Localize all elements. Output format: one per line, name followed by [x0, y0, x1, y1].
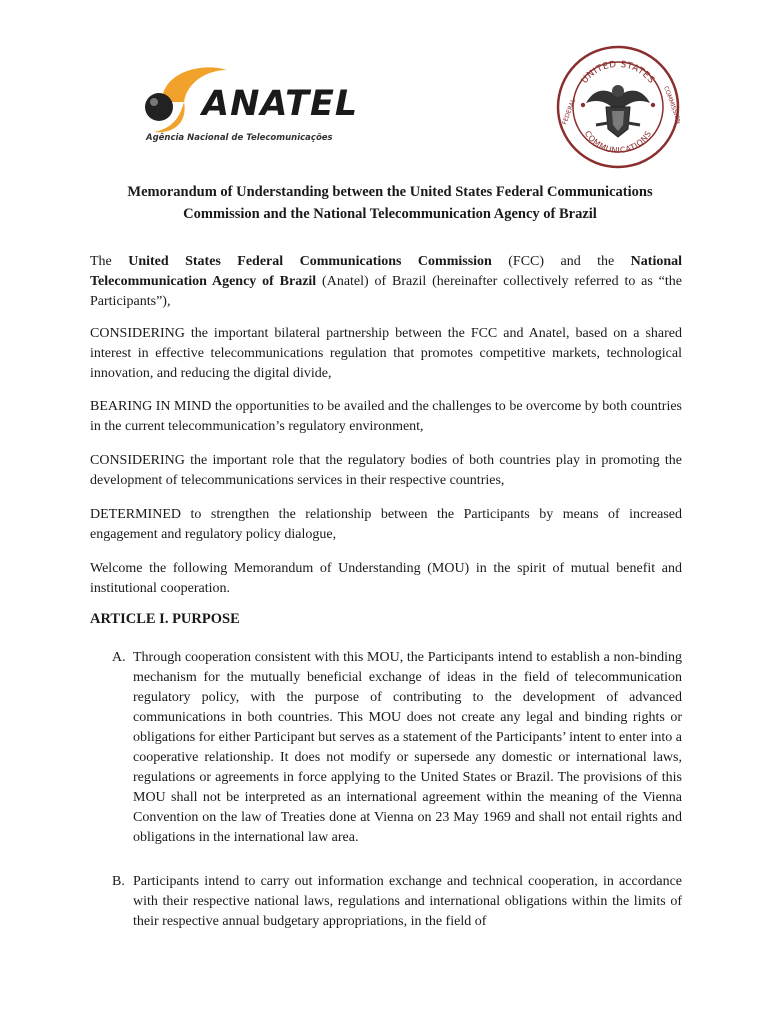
seal-bottom-text: COMMUNICATIONS	[582, 129, 654, 156]
anatel-subtitle: Agência Nacional de Telecomunicações	[146, 133, 333, 143]
article-item	[112, 872, 682, 932]
item-letter: A.	[112, 650, 126, 665]
recital-paragraph: CONSIDERING the important role that the regulatory bodies of both countries play in promoting the development of telecommunications services in their respective countries,	[90, 453, 682, 488]
fcc-name: United States Federal Communications Commission	[128, 254, 492, 269]
seal-top-text: UNITED STATES	[579, 59, 657, 86]
recital-paragraph: BEARING IN MIND the opportunities to be availed and the challenges to be overcome by both countries in the current telecommunication’s regulatory environment,	[90, 399, 682, 434]
document-title	[80, 181, 700, 225]
seal-left-text: FEDERAL	[561, 97, 578, 126]
item-text: Participants intend to carry out information exchange and technical cooperation, in accordance with their respective national laws, regulations and international obligations within the limits of their respective annual budgetary appropriations, in the field of	[133, 874, 682, 929]
recital-paragraph: CONSIDERING the important bilateral partnership between the FCC and Anatel, based on a shared interest in effective telecommunications regulation that promotes competitive markets, technological innovation, and reducing the digital divide,	[90, 326, 682, 381]
article-item	[112, 648, 682, 848]
intro-paragraph: The United States Federal Communications Commission (FCC) and the National Telecommunication Agency of Brazil (Anatel) of Brazil (hereinafter collectively referred to as “the Participants”),	[90, 254, 683, 309]
title-line-1: Memorandum of Understanding between the United States Federal Communications	[127, 184, 653, 200]
recital-paragraph: DETERMINED to strengthen the relationship between the Participants by means of increased engagement and regulatory policy dialogue,	[90, 507, 682, 542]
anatel-logo	[132, 62, 362, 152]
recital-paragraph: Welcome the following Memorandum of Understanding (MOU) in the spirit of mutual benefit and institutional cooperation.	[90, 561, 682, 596]
title-line-2: Commission and the National Telecommunication Agency of Brazil	[183, 206, 597, 222]
anatel-wordmark: ANATEL	[202, 84, 359, 124]
seal-right-text: COMMISSION	[662, 85, 680, 125]
item-letter: B.	[112, 874, 125, 889]
article-heading: ARTICLE I. PURPOSE	[90, 611, 240, 627]
item-text: Through cooperation consistent with this MOU, the Participants intend to establish a non-binding mechanism for the mutually beneficial exchange of ideas in the field of telecommunication regulatory policy, with the purpose of contributing to the development of advanced communications in both countries. This MOU does not create any legal and binding rights or obligations for either Participant but serves as a statement of the Participants’ intent to enter into a cooperative relationship. It does not modify or supersede any domestic or international laws, regulations or agreements in force applying to the United States or Brazil. The provisions of this MOU shall not be interpreted as an international agreement within the meaning of the Vienna Convention on the law of Treaties done at Vienna on 23 May 1969 and shall not entail rights and obligations in the international law area.	[133, 650, 682, 845]
anatel-name: National Telecommunication Agency of Brazil	[90, 254, 683, 289]
fcc-seal	[556, 45, 680, 169]
